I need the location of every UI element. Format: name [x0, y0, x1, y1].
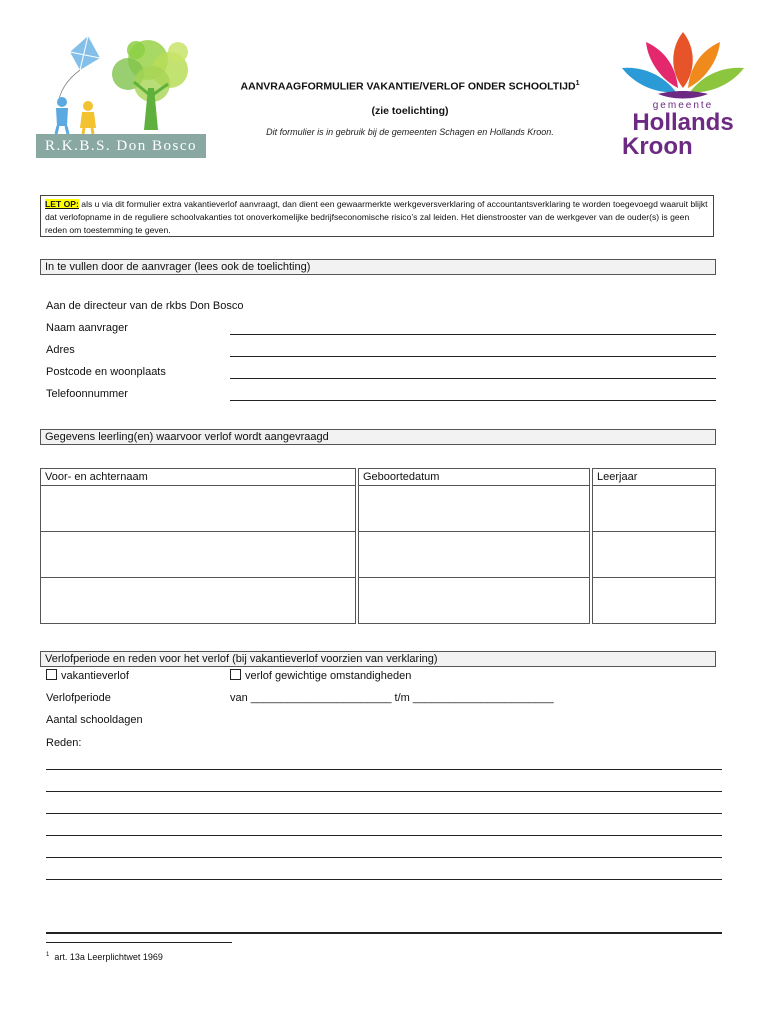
- notice-text: als u via dit formulier extra vakantieverlof aanvraagt, dan dient een gewaarmerkte werkgeversverklaring of accountantsverklaring te worden toegevoegd waaruit blijkt dat verlofopname in de reguliere schoolvakanties tot onoverkomelijke bedrijfseconomische risico’s zal leiden. Het dienstrooster van de werkgever van de ouder(s) is geen reden om toestemming te geven.: [45, 199, 708, 235]
- table-row: [41, 486, 716, 532]
- table-header-row: [41, 469, 716, 486]
- title-footnote-mark: 1: [575, 80, 580, 87]
- checkbox-icon[interactable]: [230, 669, 241, 680]
- name-input-line[interactable]: [230, 334, 716, 335]
- phone-input-line[interactable]: [230, 400, 716, 401]
- days-label: Aantal schooldagen: [46, 714, 143, 726]
- students-table: [40, 468, 716, 624]
- footnote: [46, 952, 163, 962]
- lotus-icon: [618, 28, 748, 100]
- student-grade-cell[interactable]: [593, 486, 716, 532]
- address-label: Adres: [46, 344, 75, 356]
- student-birthdate-cell[interactable]: [359, 532, 590, 578]
- col-name-header: Voor- en achternaam: [41, 469, 356, 486]
- checkbox-icon[interactable]: [46, 669, 57, 680]
- school-name: R.K.B.S. Don Bosco: [36, 134, 206, 158]
- municipality-name-line1: Hollands: [632, 109, 734, 136]
- period-range[interactable]: van _______________________ t/m _______________________: [230, 692, 554, 704]
- col-birthdate-header: Geboortedatum: [359, 469, 590, 486]
- form-subtitle: (zie toelichting): [371, 105, 449, 117]
- name-label: Naam aanvrager: [46, 322, 128, 334]
- student-birthdate-cell[interactable]: [359, 486, 590, 532]
- students-section-heading: Gegevens leerling(en) waarvoor verlof wordt aangevraagd: [40, 429, 716, 445]
- phone-label: Telefoonnummer: [46, 388, 128, 400]
- notice-box: [40, 195, 714, 237]
- option-vacation[interactable]: [46, 669, 129, 682]
- table-row: [41, 532, 716, 578]
- applicant-section-heading: In te vullen door de aanvrager (lees ook de toelichting): [40, 259, 716, 275]
- addressee: Aan de directeur van de rkbs Don Bosco: [46, 300, 244, 312]
- col-grade-header: Leerjaar: [593, 469, 716, 486]
- table-row: [41, 578, 716, 624]
- municipality-logo: [618, 28, 748, 164]
- footnote-text: art. 13a Leerplichtwet 1969: [54, 952, 163, 962]
- option-important-label: verlof gewichtige omstandigheden: [245, 670, 412, 682]
- reason-line[interactable]: [46, 813, 722, 814]
- leave-section-heading: Verlofperiode en reden voor het verlof (bij vakantieverlof voorzien van verklaring): [40, 651, 716, 667]
- reason-line[interactable]: [46, 835, 722, 836]
- reason-line[interactable]: [46, 769, 722, 770]
- signature-divider: [46, 932, 722, 934]
- option-vacation-label: vakantieverlof: [61, 670, 129, 682]
- usage-note: Dit formulier is in gebruik bij de gemeenten Schagen en Hollands Kroon.: [266, 127, 554, 137]
- notice-prefix: LET OP:: [45, 199, 79, 209]
- option-important-circumstances[interactable]: [230, 669, 411, 682]
- student-name-cell[interactable]: [41, 486, 356, 532]
- student-grade-cell[interactable]: [593, 578, 716, 624]
- footnote-mark: 1: [46, 952, 50, 958]
- postcode-label: Postcode en woonplaats: [46, 366, 166, 378]
- municipality-name-line2: Kroon: [622, 133, 693, 160]
- reason-line[interactable]: [46, 879, 722, 880]
- postcode-input-line[interactable]: [230, 378, 716, 379]
- reason-line[interactable]: [46, 791, 722, 792]
- period-label: Verlofperiode: [46, 692, 111, 704]
- student-name-cell[interactable]: [41, 532, 356, 578]
- form-title: [150, 80, 670, 93]
- school-logo: [30, 30, 210, 162]
- municipality-word: gemeente: [652, 100, 714, 111]
- reason-label: Reden:: [46, 737, 82, 749]
- student-name-cell[interactable]: [41, 578, 356, 624]
- footnote-separator: [46, 942, 232, 943]
- reason-line[interactable]: [46, 857, 722, 858]
- student-birthdate-cell[interactable]: [359, 578, 590, 624]
- address-input-line[interactable]: [230, 356, 716, 357]
- title-text: AANVRAAGFORMULIER VAKANTIE/VERLOF ONDER SCHOOLTIJD: [240, 80, 576, 93]
- student-grade-cell[interactable]: [593, 532, 716, 578]
